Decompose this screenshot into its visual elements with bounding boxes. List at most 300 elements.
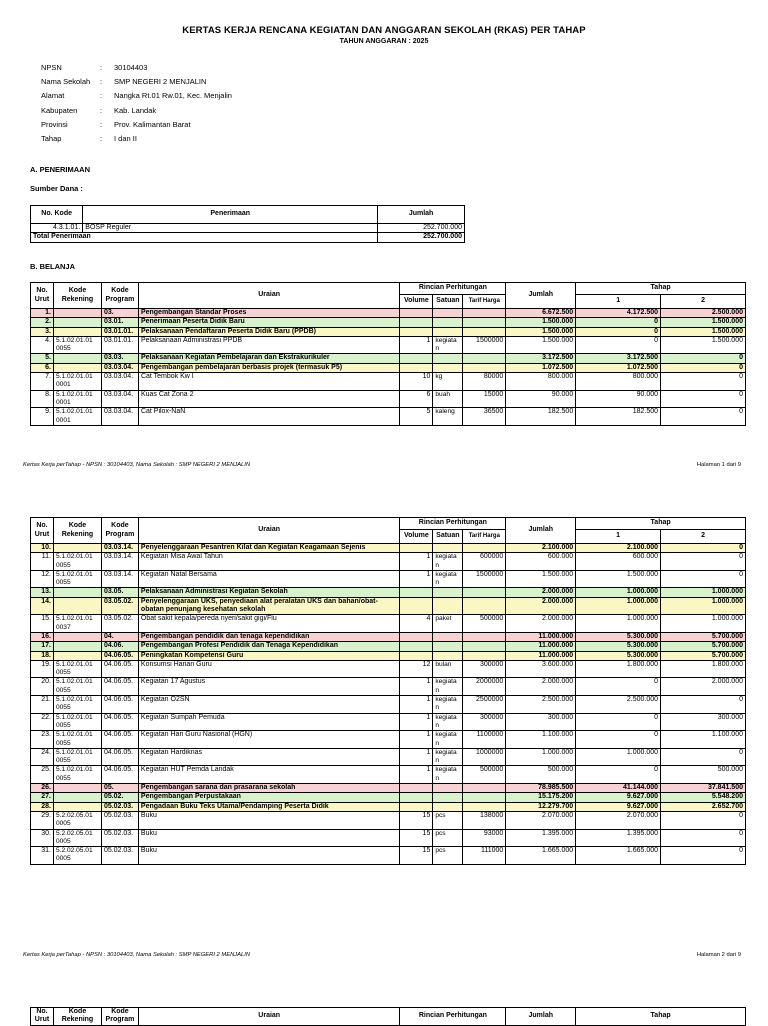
col-header-no: No. Urut xyxy=(31,283,54,309)
tarif-harga: 15000 xyxy=(463,390,506,408)
table-row xyxy=(31,731,746,749)
penerimaan-kode: 4.3.1.01. xyxy=(31,224,83,233)
tahap-1: 1.500.000 xyxy=(576,570,661,588)
uraian: Pengembangan Profesi Pendidik dan Tenaga Kependidikan xyxy=(138,642,399,651)
tarif-harga xyxy=(463,354,506,363)
volume xyxy=(400,597,433,615)
volume xyxy=(400,651,433,660)
col-header-rekening: Kode Rekening xyxy=(53,518,101,544)
tahap-1: 5.300.000 xyxy=(576,642,661,651)
table-row xyxy=(31,408,746,426)
tahap-2: 2.000.000 xyxy=(661,678,746,696)
jumlah: 1.500.000 xyxy=(506,318,576,327)
row-number: 6. xyxy=(31,363,54,372)
info-value: Nangka Rt.01 Rw.01, Kec. Menjalin xyxy=(114,91,232,101)
jumlah: 1.000.000 xyxy=(506,748,576,766)
satuan xyxy=(433,544,463,553)
kode-rekening xyxy=(53,802,101,811)
tahap-1: 182.500 xyxy=(576,408,661,426)
col-header-uraian: Uraian xyxy=(138,1008,400,1026)
info-colon: : xyxy=(100,91,103,101)
info-row xyxy=(41,118,232,132)
info-row xyxy=(41,75,232,89)
satuan xyxy=(433,363,463,372)
tahap-1: 0 xyxy=(576,336,661,354)
uraian: Cat Pilox-NaN xyxy=(138,408,399,426)
volume xyxy=(400,642,433,651)
tarif-harga xyxy=(463,544,506,553)
col-header-tahap: Tahap xyxy=(576,1008,746,1026)
col-header-no: No. Urut xyxy=(31,1008,54,1026)
satuan xyxy=(433,327,463,336)
satuan: kegiata n xyxy=(433,748,463,766)
table-row xyxy=(31,373,746,391)
kode-program: 03. xyxy=(101,309,138,318)
satuan: kegiata n xyxy=(433,570,463,588)
kode-program: 03.03.14. xyxy=(101,544,138,553)
jumlah: 2.000.000 xyxy=(506,588,576,597)
volume: 15 xyxy=(400,847,433,865)
satuan: paket xyxy=(433,615,463,633)
col-header-tahap-1: 1 xyxy=(576,295,661,309)
volume: 4 xyxy=(400,615,433,633)
table-group-row xyxy=(31,354,746,363)
table-row xyxy=(31,570,746,588)
row-number: 13. xyxy=(31,588,54,597)
uraian: Pelaksanaan Administrasi PPDB xyxy=(138,336,399,354)
col-header-program: Kode Program xyxy=(101,1008,138,1026)
tarif-harga: 111000 xyxy=(463,847,506,865)
kode-program: 04.06.05. xyxy=(101,731,138,749)
uraian: Buku xyxy=(138,847,399,865)
col-header-jumlah: Jumlah xyxy=(506,1008,576,1026)
satuan: kegiata n xyxy=(433,336,463,354)
tahap-1: 41.144.000 xyxy=(576,784,661,793)
tarif-harga xyxy=(463,642,506,651)
kode-rekening xyxy=(53,597,101,615)
tahap-1: 0 xyxy=(576,766,661,784)
satuan xyxy=(433,793,463,802)
volume: 5 xyxy=(400,408,433,426)
volume xyxy=(400,309,433,318)
volume xyxy=(400,327,433,336)
row-number: 18. xyxy=(31,651,54,660)
table-row xyxy=(31,847,746,865)
row-number: 21. xyxy=(31,696,54,714)
kode-program: 03.03. xyxy=(101,354,138,363)
kode-rekening xyxy=(53,784,101,793)
satuan: bulan xyxy=(433,660,463,678)
col-header-volume: Volume xyxy=(400,530,433,544)
volume: 15 xyxy=(400,811,433,829)
kode-program: 03.05. xyxy=(101,588,138,597)
col-header-tahap: Tahap xyxy=(576,518,746,530)
kode-program: 03.05.02. xyxy=(101,597,138,615)
kode-rekening: 5.1.02.01.01 0055 xyxy=(53,660,101,678)
uraian: Penerimaan Peserta Didik Baru xyxy=(138,318,399,327)
uraian: Pengembangan Standar Proses xyxy=(138,309,399,318)
tahap-2: 1.100.000 xyxy=(661,731,746,749)
tahap-1: 1.000.000 xyxy=(576,748,661,766)
tahap-2: 0 xyxy=(661,748,746,766)
kode-rekening xyxy=(53,544,101,553)
col-header-program: Kode Program xyxy=(101,518,138,544)
kode-program: 03.03.04. xyxy=(101,373,138,391)
tarif-harga: 36500 xyxy=(463,408,506,426)
uraian: Pengembangan pembelajaran berbasis projek (termasuk P5) xyxy=(138,363,399,372)
table-row xyxy=(31,696,746,714)
belanja-table-page3 xyxy=(30,1007,746,1026)
row-number: 30. xyxy=(31,829,54,847)
volume: 15 xyxy=(400,829,433,847)
jumlah: 1.500.000 xyxy=(506,336,576,354)
jumlah: 12.279.700 xyxy=(506,802,576,811)
uraian: Obat sakit kepala/pereda nyeri/sakit gigi/Flu xyxy=(138,615,399,633)
col-header-rincian: Rincian Perhitungan xyxy=(400,283,506,295)
tarif-harga xyxy=(463,318,506,327)
col-header-satuan: Satuan xyxy=(433,295,463,309)
belanja-header-p2 xyxy=(31,518,746,544)
volume xyxy=(400,588,433,597)
info-label: Alamat xyxy=(41,91,65,101)
jumlah: 90.000 xyxy=(506,390,576,408)
tarif-harga xyxy=(463,632,506,641)
tarif-harga: 1500000 xyxy=(463,336,506,354)
tahap-2: 1.000.000 xyxy=(661,615,746,633)
row-number: 12. xyxy=(31,570,54,588)
satuan xyxy=(433,318,463,327)
table-row xyxy=(31,766,746,784)
tahap-2: 0 xyxy=(661,408,746,426)
tahap-1: 3.172.500 xyxy=(576,354,661,363)
document-subtitle: TAHUN ANGGARAN : 2025 xyxy=(339,38,429,45)
satuan: pcs xyxy=(433,811,463,829)
volume: 1 xyxy=(400,713,433,731)
row-number: 22. xyxy=(31,713,54,731)
tahap-1: 1.000.000 xyxy=(576,615,661,633)
tarif-harga: 600000 xyxy=(463,553,506,571)
tarif-harga xyxy=(463,327,506,336)
col-header-tarif: Tarif Harga xyxy=(463,295,506,309)
kode-program: 03.01. xyxy=(101,318,138,327)
kode-rekening: 5.1.02.01.01 0055 xyxy=(53,748,101,766)
tarif-harga xyxy=(463,588,506,597)
row-number: 1. xyxy=(31,309,54,318)
col-header-uraian: Uraian xyxy=(138,518,399,544)
kode-rekening: 5.1.02.01.01 0055 xyxy=(53,766,101,784)
info-row xyxy=(41,104,232,118)
uraian: Kuas Cat Zona 2 xyxy=(138,390,399,408)
satuan: pcs xyxy=(433,847,463,865)
uraian: Buku xyxy=(138,811,399,829)
penerimaan-jumlah: 252.700.000 xyxy=(378,224,465,233)
uraian: Kegiatan Hari Guru Nasional (HGN) xyxy=(138,731,399,749)
kode-program: 03.05.02. xyxy=(101,615,138,633)
tahap-1: 0 xyxy=(576,731,661,749)
tahap-1: 2.500.000 xyxy=(576,696,661,714)
jumlah: 500.000 xyxy=(506,766,576,784)
satuan: kg xyxy=(433,373,463,391)
satuan xyxy=(433,632,463,641)
kode-program: 04.06.05. xyxy=(101,660,138,678)
row-number: 9. xyxy=(31,408,54,426)
satuan xyxy=(433,588,463,597)
table-group-row xyxy=(31,632,746,641)
kode-rekening: 5.1.02.01.01 0001 xyxy=(53,408,101,426)
tahap-2: 0 xyxy=(661,553,746,571)
satuan: kegiata n xyxy=(433,713,463,731)
info-value: Kab. Landak xyxy=(114,105,157,115)
belanja-header-p1 xyxy=(31,283,746,309)
tahap-1: 1.800.000 xyxy=(576,660,661,678)
uraian: Kegiatan Natal Bersama xyxy=(138,570,399,588)
satuan xyxy=(433,642,463,651)
tarif-harga: 1000000 xyxy=(463,748,506,766)
tahap-2: 500.000 xyxy=(661,766,746,784)
tarif-harga xyxy=(463,802,506,811)
uraian: Cat Tembok Kw I xyxy=(138,373,399,391)
kode-rekening: 5.2.02.05.01 0005 xyxy=(53,847,101,865)
tarif-harga: 1500000 xyxy=(463,570,506,588)
table-group-row xyxy=(31,784,746,793)
uraian: Buku xyxy=(138,829,399,847)
jumlah: 2.070.000 xyxy=(506,811,576,829)
kode-rekening: 5.2.02.05.01 0005 xyxy=(53,829,101,847)
document-title: KERTAS KERJA RENCANA KEGIATAN DAN ANGGARAN SEKOLAH (RKAS) PER TAHAP xyxy=(182,25,586,36)
tahap-1: 4.172.500 xyxy=(576,309,661,318)
belanja-table-page2 xyxy=(30,517,746,865)
kode-rekening: 5.1.02.01.01 0055 xyxy=(53,570,101,588)
satuan: kegiata n xyxy=(433,696,463,714)
jumlah: 1.500.000 xyxy=(506,327,576,336)
tahap-1: 5.300.000 xyxy=(576,651,661,660)
satuan: kegiata n xyxy=(433,553,463,571)
col-header-satuan: Satuan xyxy=(433,530,463,544)
volume xyxy=(400,544,433,553)
uraian: Kegiatan 17 Agustus xyxy=(138,678,399,696)
jumlah: 2.500.000 xyxy=(506,696,576,714)
kode-rekening xyxy=(53,632,101,641)
row-number: 29. xyxy=(31,811,54,829)
info-colon: : xyxy=(100,105,103,115)
volume: 1 xyxy=(400,696,433,714)
tahap-2: 1.500.000 xyxy=(661,336,746,354)
table-row xyxy=(31,748,746,766)
table-row xyxy=(31,678,746,696)
table-group-row xyxy=(31,597,746,615)
row-number: 24. xyxy=(31,748,54,766)
satuan xyxy=(433,597,463,615)
jumlah: 15.175.200 xyxy=(506,793,576,802)
volume: 1 xyxy=(400,678,433,696)
kode-rekening: 5.2.02.05.01 0005 xyxy=(53,811,101,829)
kode-rekening xyxy=(53,793,101,802)
satuan: pcs xyxy=(433,829,463,847)
kode-rekening: 5.1.02.01.01 0001 xyxy=(53,373,101,391)
uraian: Konsumsi Harian Guru xyxy=(138,660,399,678)
tahap-2: 1.800.000 xyxy=(661,660,746,678)
satuan xyxy=(433,802,463,811)
jumlah: 2.000.000 xyxy=(506,615,576,633)
tahap-1: 9.627.000 xyxy=(576,793,661,802)
jumlah: 3.172.500 xyxy=(506,354,576,363)
tahap-2: 5.700.000 xyxy=(661,651,746,660)
row-number: 14. xyxy=(31,597,54,615)
info-row xyxy=(41,61,232,75)
col-header-rincian: Rincian Perhitungan xyxy=(400,1008,506,1026)
uraian: Pengembangan Perpustakaan xyxy=(138,793,399,802)
col-header-jumlah: Jumlah xyxy=(506,283,576,309)
kode-rekening: 5.1.02.01.01 0055 xyxy=(53,678,101,696)
tahap-1: 2.070.000 xyxy=(576,811,661,829)
row-number: 31. xyxy=(31,847,54,865)
row-number: 3. xyxy=(31,327,54,336)
tarif-harga xyxy=(463,784,506,793)
volume xyxy=(400,363,433,372)
volume: 1 xyxy=(400,766,433,784)
table-row xyxy=(31,713,746,731)
row-number: 7. xyxy=(31,373,54,391)
satuan: kaleng xyxy=(433,408,463,426)
tarif-harga: 2000000 xyxy=(463,678,506,696)
col-header-volume: Volume xyxy=(400,295,433,309)
kode-rekening: 5.1.02.01.01 0001 xyxy=(53,390,101,408)
info-row xyxy=(41,132,232,146)
uraian: Kegiatan Misa Awal Tahun xyxy=(138,553,399,571)
jumlah: 1.072.500 xyxy=(506,363,576,372)
jumlah: 2.000.000 xyxy=(506,597,576,615)
volume: 10 xyxy=(400,373,433,391)
kode-program: 04.06.05. xyxy=(101,651,138,660)
belanja-table-page1 xyxy=(30,282,746,426)
info-value: 30104403 xyxy=(114,63,148,72)
table-group-row xyxy=(31,802,746,811)
volume: 6 xyxy=(400,390,433,408)
jumlah: 11.000.000 xyxy=(506,632,576,641)
jumlah: 1.395.000 xyxy=(506,829,576,847)
uraian: Pelaksanaan Kegiatan Pembelajaran dan Ekstrakurikuler xyxy=(138,354,399,363)
kode-program: 03.01.01. xyxy=(101,327,138,336)
col-header-no: No. Urut xyxy=(31,518,54,544)
kode-program: 05.02.03. xyxy=(101,802,138,811)
info-value: Prov. Kalimantan Barat xyxy=(114,119,191,129)
tahap-1: 600.000 xyxy=(576,553,661,571)
tahap-1: 1.000.000 xyxy=(576,597,661,615)
volume: 1 xyxy=(400,336,433,354)
kode-program: 05.02.03. xyxy=(101,811,138,829)
col-header-rekening: Kode Rekening xyxy=(53,1008,101,1026)
row-number: 4. xyxy=(31,336,54,354)
table-group-row xyxy=(31,309,746,318)
volume xyxy=(400,802,433,811)
kode-program: 05.02.03. xyxy=(101,847,138,865)
tarif-harga xyxy=(463,793,506,802)
kode-program: 03.01.01. xyxy=(101,336,138,354)
tarif-harga xyxy=(463,363,506,372)
uraian: Penyelenggaraan Pesantren Kilat dan Kegiatan Keagamaan Sejenis xyxy=(138,544,399,553)
kode-rekening: 5.1.02.01.01 0055 xyxy=(53,731,101,749)
jumlah: 600.000 xyxy=(506,553,576,571)
col-header-uraian: Uraian xyxy=(138,283,399,309)
tahap-1: 0 xyxy=(576,327,661,336)
tahap-1: 2.100.000 xyxy=(576,544,661,553)
kode-program: 05. xyxy=(101,784,138,793)
uraian: Kegiatan Hardiknas xyxy=(138,748,399,766)
jumlah: 11.000.000 xyxy=(506,651,576,660)
tahap-2: 2.500.000 xyxy=(661,309,746,318)
table-total-row xyxy=(31,233,465,242)
satuan xyxy=(433,784,463,793)
tahap-2: 5.548.200 xyxy=(661,793,746,802)
jumlah: 3.600.000 xyxy=(506,660,576,678)
section-belanja-heading: B. BELANJA xyxy=(30,262,76,271)
row-number: 8. xyxy=(31,390,54,408)
tahap-2: 37.841.500 xyxy=(661,784,746,793)
tarif-harga: 300000 xyxy=(463,713,506,731)
volume: 1 xyxy=(400,553,433,571)
row-number: 11. xyxy=(31,553,54,571)
table-row xyxy=(31,390,746,408)
school-info xyxy=(41,61,232,146)
row-number: 19. xyxy=(31,660,54,678)
tahap-2: 1.500.000 xyxy=(661,327,746,336)
total-penerimaan-value: 252.700.000 xyxy=(378,233,465,242)
info-label: NPSN xyxy=(41,63,62,72)
uraian: Peningkatan Kompetensi Guru xyxy=(138,651,399,660)
row-number: 10. xyxy=(31,544,54,553)
tahap-1: 800.000 xyxy=(576,373,661,391)
col-header-rekening: Kode Rekening xyxy=(53,283,101,309)
tahap-2: 5.700.000 xyxy=(661,642,746,651)
table-group-row xyxy=(31,363,746,372)
tarif-harga: 300000 xyxy=(463,660,506,678)
row-number: 28. xyxy=(31,802,54,811)
footer-left-p1: Kertas Kerja perTahap - NPSN : 30104403, Nama Sekolah : SMP NEGERI 2 MENJALIN xyxy=(23,462,251,468)
tarif-harga: 1100000 xyxy=(463,731,506,749)
kode-program: 04. xyxy=(101,632,138,641)
tahap-2: 0 xyxy=(661,811,746,829)
kode-rekening xyxy=(53,309,101,318)
satuan xyxy=(433,651,463,660)
kode-program: 03.03.04. xyxy=(101,408,138,426)
volume xyxy=(400,784,433,793)
uraian: Kegiatan O2SN xyxy=(138,696,399,714)
kode-rekening xyxy=(53,588,101,597)
uraian: Pelaksanaan Pendaftaran Peserta Didik Baru (PPDB) xyxy=(138,327,399,336)
uraian: Kegiatan Sumpah Pemuda xyxy=(138,713,399,731)
jumlah: 78.985.500 xyxy=(506,784,576,793)
row-number: 16. xyxy=(31,632,54,641)
tahap-2: 300.000 xyxy=(661,713,746,731)
kode-program: 04.06.05. xyxy=(101,766,138,784)
satuan: buah xyxy=(433,390,463,408)
jumlah: 1.100.000 xyxy=(506,731,576,749)
tahap-1: 0 xyxy=(576,678,661,696)
volume: 1 xyxy=(400,570,433,588)
info-label: Kabupaten xyxy=(41,105,78,115)
info-label: Tahap xyxy=(41,134,62,144)
satuan xyxy=(433,309,463,318)
jumlah: 11.000.000 xyxy=(506,642,576,651)
table-row xyxy=(31,660,746,678)
sumber-dana-label: Sumber Dana : xyxy=(30,184,83,193)
tahap-1: 1.000.000 xyxy=(576,588,661,597)
tarif-harga: 2500000 xyxy=(463,696,506,714)
jumlah: 2.000.000 xyxy=(506,678,576,696)
uraian: Penyelenggaraan UKS, penyediaan alat peralatan UKS dan bahan/obat-obatan penunjang kesehatan sekolah xyxy=(138,597,399,615)
footer-left-p2: Kertas Kerja perTahap - NPSN : 30104403, Nama Sekolah : SMP NEGERI 2 MENJALIN xyxy=(23,952,251,958)
kode-program: 05.02. xyxy=(101,793,138,802)
